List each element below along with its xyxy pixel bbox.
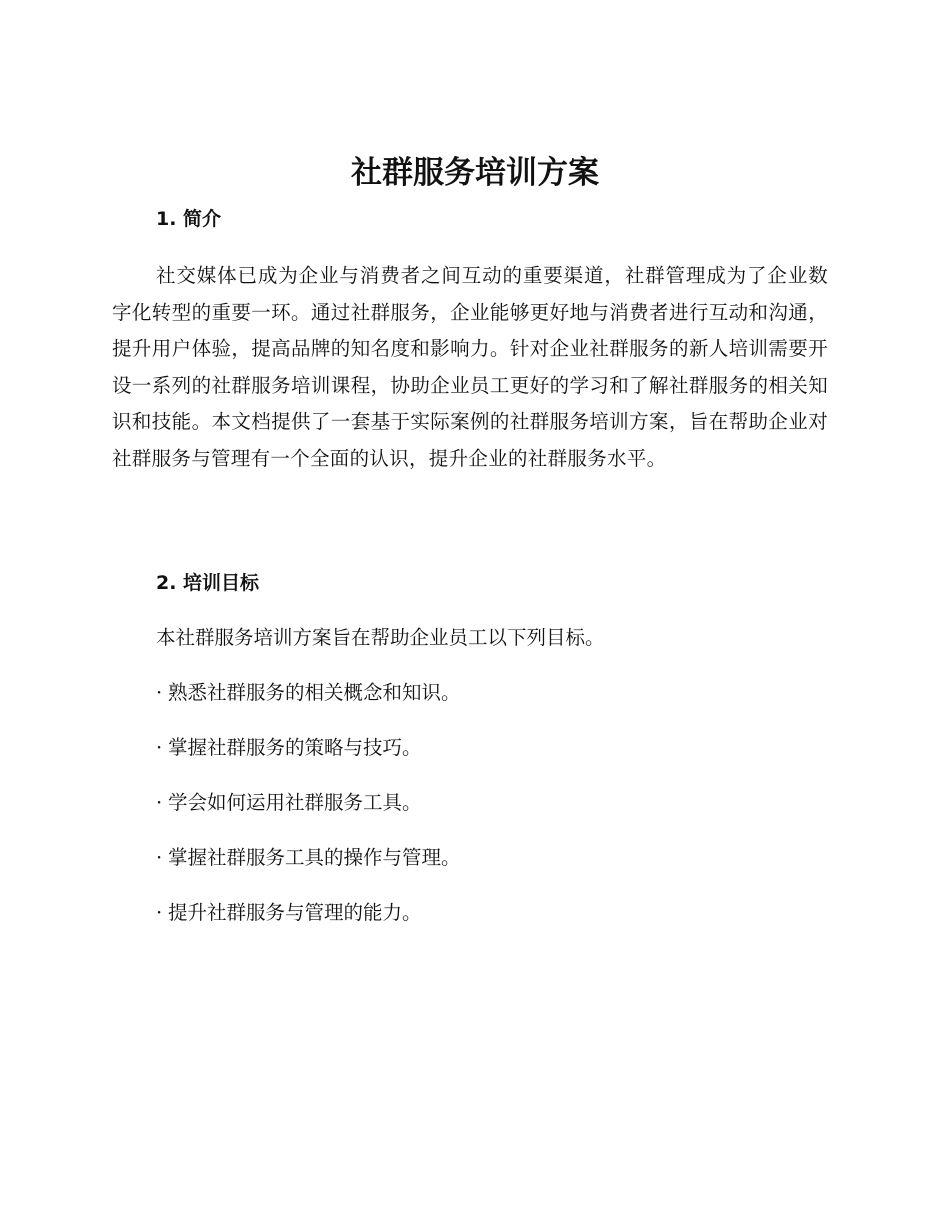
section-heading-goals: 2. 培训目标 (156, 572, 260, 594)
section-heading-intro: 1. 简介 (156, 208, 222, 230)
list-item (156, 677, 461, 732)
goal-text: 学会如何运用社群服务工具。 (168, 791, 422, 814)
list-item (156, 787, 461, 842)
bullet-icon: · (156, 846, 163, 869)
list-item (156, 842, 461, 897)
intro-paragraph: 社交媒体已成为企业与消费者之间互动的重要渠道，社群管理成为了企业数字化转型的重要一环。通过社群服务，企业能够更好地与消费者进行互动和沟通，提升用户体验，提高品牌的知名度和影响力。针对企业社群服务的新人培训需要开设一系列的社群服务培训课程，协助企业员工更好的学习和了解社群服务的相关知识和技能。本文档提供了一套基于实际案例的社群服务培训方案，旨在帮助企业对社群服务与管理有一个全面的认识，提升企业的社群服务水平。 (112, 264, 828, 470)
bullet-icon: · (156, 736, 163, 759)
goal-text: 掌握社群服务工具的操作与管理。 (168, 846, 461, 869)
goal-text: 掌握社群服务的策略与技巧。 (168, 736, 422, 759)
goals-list (156, 677, 461, 952)
list-item (156, 897, 461, 952)
goal-text: 熟悉社群服务的相关概念和知识。 (168, 681, 461, 704)
bullet-icon: · (156, 791, 163, 814)
bullet-icon: · (156, 901, 163, 924)
bullet-icon: · (156, 681, 163, 704)
document-title: 社群服务培训方案 (351, 155, 599, 191)
goals-intro-text: 本社群服务培训方案旨在帮助企业员工以下列目标。 (156, 626, 605, 649)
list-item (156, 732, 461, 787)
goal-text: 提升社群服务与管理的能力。 (168, 901, 422, 924)
